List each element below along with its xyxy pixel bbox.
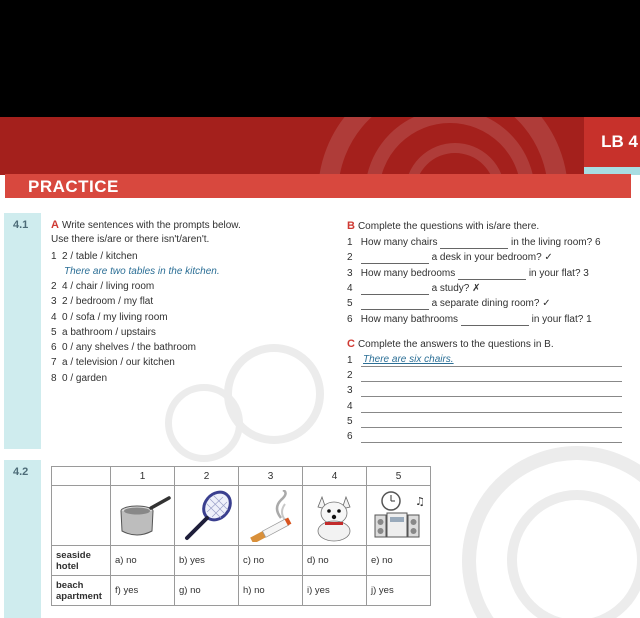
tennis-racket-icon	[179, 490, 235, 542]
table-cell: j) yes	[367, 576, 431, 606]
part-a-instruction-2: Use there is/are or there isn't/aren't.	[51, 234, 210, 245]
answer-line[interactable]	[361, 366, 622, 367]
column-header: 3	[239, 467, 303, 486]
list-item: 6 0 / any shelves / the bathroom	[51, 342, 196, 353]
column-header: 2	[175, 467, 239, 486]
top-black-area	[0, 0, 640, 117]
answer-blank[interactable]	[361, 299, 429, 310]
part-b-letter: B	[347, 220, 355, 232]
list-item: 2 4 / chair / living room	[51, 281, 155, 292]
picture-row-label	[52, 486, 111, 546]
section-number-4-1: 4.1	[4, 213, 41, 449]
stereo-icon	[371, 489, 427, 543]
column-header: 4	[303, 467, 367, 486]
question-item: 1 How many chairs in the living room? 6	[347, 237, 601, 248]
answer-blank[interactable]	[458, 269, 526, 280]
row-label: beach apartment	[52, 576, 111, 606]
part-a-instruction: A Write sentences with the prompts below.	[51, 219, 241, 231]
table-cell: f) yes	[111, 576, 175, 606]
table-row	[52, 546, 431, 576]
saucepan-icon	[115, 491, 171, 541]
hotel-comparison-table	[51, 466, 431, 606]
cigarette-cell	[239, 486, 303, 546]
svg-text:♫: ♫	[414, 494, 425, 508]
list-item: 1 2 / table / kitchen	[51, 251, 138, 262]
row-label: seaside hotel	[52, 546, 111, 576]
cigarette-icon	[243, 490, 299, 542]
answer-line[interactable]	[361, 381, 622, 382]
decorative-ring	[507, 490, 640, 618]
table-cell: a) no	[111, 546, 175, 576]
answer-line[interactable]	[361, 442, 622, 443]
part-a-example: There are two tables in the kitchen.	[64, 266, 220, 277]
question-item: 6 How many bathrooms in your flat? 1	[347, 314, 592, 325]
list-item: 7 a / television / our kitchen	[51, 357, 175, 368]
table-cell: c) no	[239, 546, 303, 576]
answer-blank[interactable]	[461, 315, 529, 326]
question-item: 4 a study? ✗	[347, 283, 481, 294]
lb-tag: LB 4	[584, 117, 640, 167]
part-c-letter: C	[347, 338, 355, 350]
part-c-example: There are six chairs.	[363, 354, 454, 365]
column-header: 1	[111, 467, 175, 486]
answer-blank[interactable]	[361, 253, 429, 264]
picture-row	[52, 486, 431, 546]
answer-number: 4	[347, 401, 353, 412]
answer-line[interactable]	[361, 396, 622, 397]
list-item: 5 a bathroom / upstairs	[51, 327, 156, 338]
dog-icon	[307, 489, 363, 543]
list-item: 4 0 / sofa / my living room	[51, 312, 168, 323]
table-cell: h) no	[239, 576, 303, 606]
table-cell: b) yes	[175, 546, 239, 576]
table-header-row	[52, 467, 431, 486]
question-item: 3 How many bedrooms in your flat? 3	[347, 268, 589, 279]
table-corner-cell	[52, 467, 111, 486]
stereo-cell	[367, 486, 431, 546]
answer-number: 3	[347, 385, 353, 396]
answer-number: 6	[347, 431, 353, 442]
answer-blank[interactable]	[440, 238, 508, 249]
column-header: 5	[367, 467, 431, 486]
answer-number: 2	[347, 370, 353, 381]
banner	[0, 117, 640, 175]
part-c-instruction: C Complete the answers to the questions in B.	[347, 338, 554, 350]
list-item: 8 0 / garden	[51, 373, 108, 384]
saucepan-cell	[111, 486, 175, 546]
answer-line[interactable]	[361, 412, 622, 413]
table-row	[52, 576, 431, 606]
answer-line[interactable]	[361, 427, 622, 428]
tennis-racket-cell	[175, 486, 239, 546]
part-a-letter: A	[51, 219, 59, 231]
answer-blank[interactable]	[361, 284, 429, 295]
list-item: 3 2 / bedroom / my flat	[51, 296, 154, 307]
table-cell: e) no	[367, 546, 431, 576]
table-cell: i) yes	[303, 576, 367, 606]
decorative-ring	[165, 384, 243, 462]
section-number-4-2: 4.2	[4, 460, 41, 618]
question-item: 2 a desk in your bedroom? ✓	[347, 252, 553, 263]
table-cell: d) no	[303, 546, 367, 576]
answer-number: 5	[347, 416, 353, 427]
answer-number: 1	[347, 355, 353, 366]
question-item: 5 a separate dining room? ✓	[347, 298, 551, 309]
dog-cell	[303, 486, 367, 546]
practice-title: PRACTICE	[28, 177, 119, 196]
part-b-instruction: B Complete the questions with is/are there.	[347, 220, 540, 232]
table-cell: g) no	[175, 576, 239, 606]
